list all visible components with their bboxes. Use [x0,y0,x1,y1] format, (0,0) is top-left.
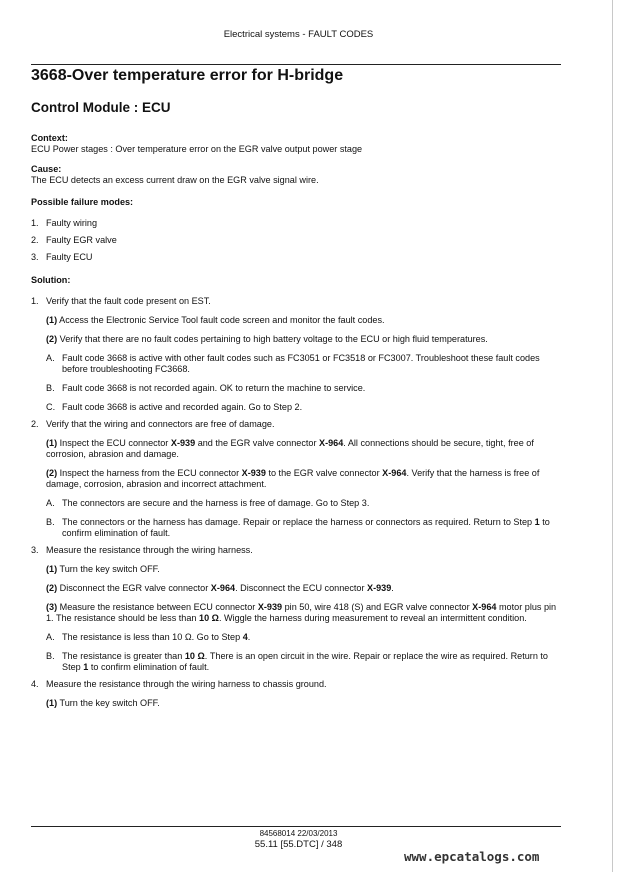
option-letter: A. [46,498,55,508]
connector-id: X-964 [382,468,407,478]
option-letter: A. [46,632,55,642]
option-item [46,383,563,394]
resistance-value: 10 Ω [199,613,219,623]
failure-modes-label: Possible failure modes: [31,197,134,207]
step-text: Measure the resistance through the wiring harness to chassis ground. [46,679,327,689]
substep-number: (1) [46,438,58,448]
step-reference: 1 [83,662,89,672]
list-item [31,218,563,229]
document-body [31,133,563,709]
connector-id: X-939 [367,583,392,593]
footer-page-ref: 55.11 [55.DTC] / 348 [254,839,343,850]
substep-number: (2) [46,334,58,344]
context-section [31,133,563,155]
option-item [46,517,563,539]
list-number: 3. [31,252,39,262]
list-number: 1. [31,218,39,228]
substep-text: to the EGR valve connector [268,468,380,478]
substep [46,334,563,345]
substep-number: (1) [46,315,58,325]
option-item [46,402,563,413]
solution-section [31,275,563,709]
list-text: Faulty EGR valve [46,235,117,245]
substep-text: Turn the key switch OFF. [59,564,160,574]
option-text-part: The resistance is less than 10 Ω. Go to Step [62,632,241,642]
option-text [62,517,563,539]
step-number: 4. [31,679,39,689]
option-letter: B. [46,517,55,527]
connector-id: X-939 [257,602,283,612]
option-text: Fault code 3668 is active and recorded again. Go to Step 2. [62,402,303,412]
footer-rule [31,826,561,827]
page-title: 3668-Over temperature error for H-bridge [31,67,344,84]
step-number: 3. [31,545,39,555]
option-text-part: The connectors or the harness has damage. Repair or replace the harness or connectors as required. Return to Step [62,517,533,527]
solution-step-4 [31,679,563,690]
substep [46,315,563,326]
substep [46,438,563,460]
solution-step-2 [31,419,563,430]
option-text-part: . There is an open circuit in the wire. Repair or replace the wire as required. Return to Step [62,651,548,672]
substep [46,602,563,624]
connector-id: X-964 [319,438,344,448]
step-reference: 1 [534,517,540,527]
substep-text: Verify that there are no fault codes pertaining to high battery voltage to the ECU or high fluid temperatures. [59,334,488,344]
step-text: Verify that the fault code present on EST. [46,296,211,306]
list-number: 2. [31,235,39,245]
option-item [46,353,563,375]
page-edge-line [612,0,613,872]
option-text-part: to confirm elimination of fault. [62,517,550,538]
option-item [46,651,563,673]
substep-text: and the EGR valve connector [197,438,317,448]
footer-document-ref: 84568014 22/03/2013 [259,829,338,838]
connector-id: X-939 [241,468,266,478]
substep [46,468,563,490]
option-item [46,498,563,509]
substep-number: (3) [46,602,58,612]
context-label: Context: [31,133,68,143]
substep-text: pin 50, wire 418 (S) and EGR valve connector [284,602,470,612]
substep-number: (1) [46,564,58,574]
substep-text: Inspect the harness from the ECU connector [59,468,240,478]
substep [46,564,563,575]
cause-label: Cause: [31,164,62,174]
option-letter: C. [46,402,56,412]
option-text-part: to confirm elimination of fault. [90,662,210,672]
watermark: www.epcatalogs.com [404,849,540,864]
substep-text: Inspect the ECU connector [59,438,169,448]
running-header: Electrical systems - FAULT CODES [223,29,374,40]
option-text-part: . [247,632,251,642]
list-item [31,235,563,246]
step-text: Measure the resistance through the wiring harness. [46,545,253,555]
substep-number: (2) [46,468,58,478]
step-reference: 4 [242,632,248,642]
solution-step-1 [31,296,563,307]
failure-modes-section [31,197,563,263]
option-text [62,632,250,643]
substep [46,583,563,594]
substep-number: (2) [46,583,58,593]
option-text: Fault code 3668 is active with other fault codes such as FC3051 or FC3518 or FC3007. Troubleshoot these fault codes before troubleshooting FC3668. [62,353,540,374]
substep-text: Disconnect the EGR valve connector [59,583,209,593]
substep-text: Access the Electronic Service Tool fault code screen and monitor the fault codes. [59,315,385,325]
solution-step-3 [31,545,563,556]
option-item [46,632,563,643]
substep-text: . [391,583,394,593]
step-text: Verify that the wiring and connectors are free of damage. [46,419,275,429]
step-number: 1. [31,296,39,306]
connector-id: X-964 [210,583,236,593]
option-letter: B. [46,383,55,393]
substep-text: . Disconnect the ECU connector [235,583,365,593]
option-text: The connectors are secure and the harness is free of damage. Go to Step 3. [62,498,370,508]
step-number: 2. [31,419,39,429]
option-text: Fault code 3668 is not recorded again. OK to return the machine to service. [62,383,366,393]
substep-text: Turn the key switch OFF. [59,698,160,708]
option-text [62,651,563,673]
substep-number: (1) [46,698,58,708]
control-module-subtitle: Control Module : ECU [31,100,171,115]
resistance-value: 10 Ω [184,651,205,661]
option-text-part: The resistance is greater than [62,651,183,661]
connector-id: X-939 [170,438,196,448]
option-letter: B. [46,651,55,661]
substep-text: . Wiggle the harness during measurement to reveal an intermittent condition. [218,613,527,623]
list-text: Faulty wiring [46,218,98,228]
substep-text: . All connections should be secure, tight, free of corrosion, abrasion and damage. [46,438,534,459]
option-letter: A. [46,353,55,363]
substep [46,698,563,709]
list-item [31,252,563,263]
cause-section [31,164,563,186]
connector-id: X-964 [472,602,497,612]
substep-text: motor plus pin 1. The resistance should be less than [46,602,557,623]
list-text: Faulty ECU [46,252,93,262]
substep-text: . Verify that the harness is free of damage, corrosion, abrasion and incorrect attachment. [46,468,540,489]
context-text: ECU Power stages : Over temperature error on the EGR valve output power stage [31,144,363,154]
substep-text: Measure the resistance between ECU connector [59,602,256,612]
header-rule [31,64,561,65]
cause-text: The ECU detects an excess current draw on the EGR valve signal wire. [31,175,319,185]
solution-label: Solution: [31,275,71,285]
